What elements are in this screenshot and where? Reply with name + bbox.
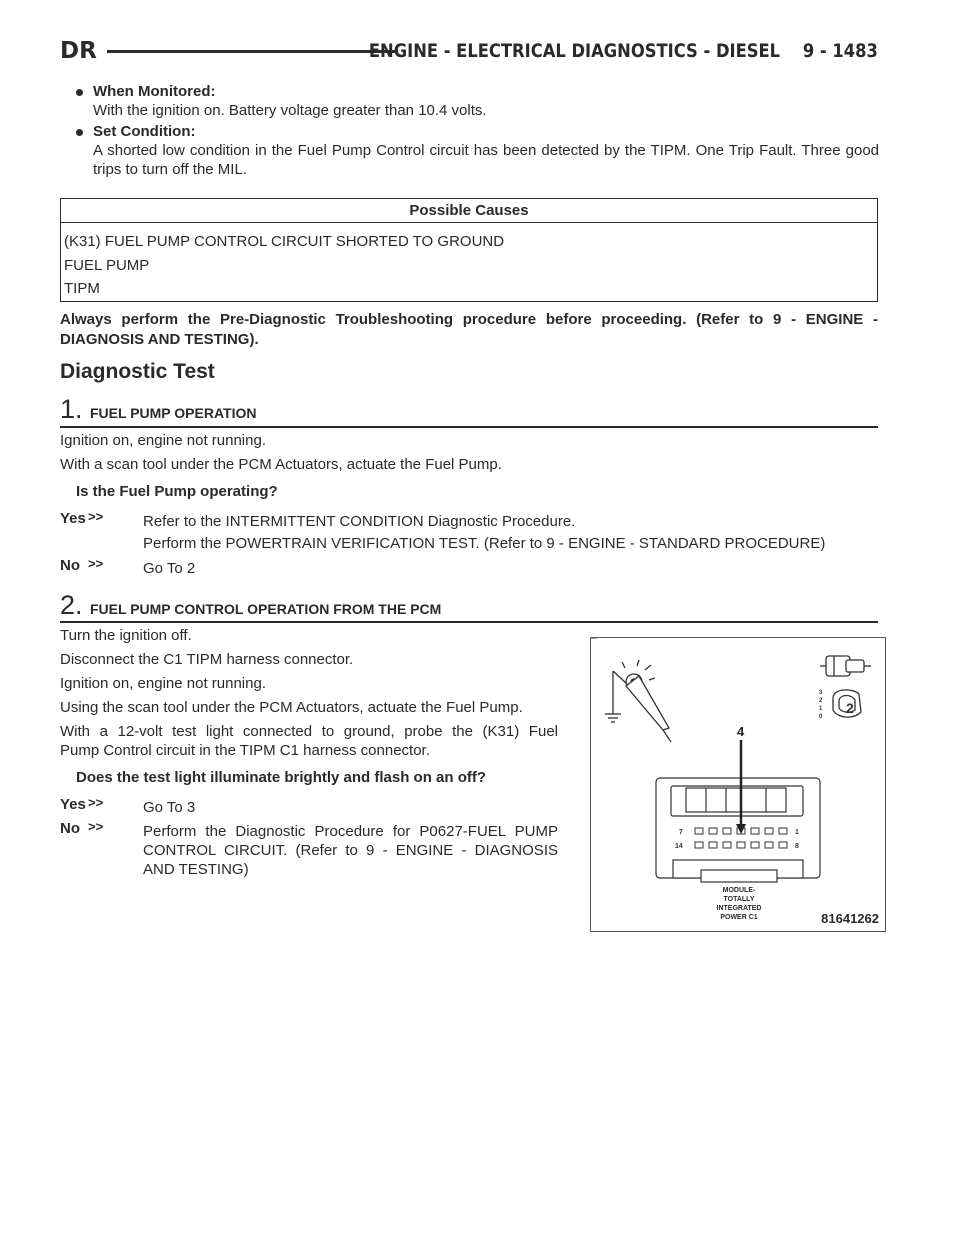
header-rule [107, 50, 398, 53]
step-instruction: Using the scan tool under the PCM Actuators, actuate the Fuel Pump. [60, 699, 523, 716]
cause-item: TIPM [64, 280, 100, 297]
answer-no-label: No [60, 820, 80, 837]
answer-arrow: >> [88, 795, 104, 810]
step-instruction: Turn the ignition off. [60, 627, 192, 644]
step-title: FUEL PUMP OPERATION [90, 405, 257, 421]
small-pin-label: 3 [819, 690, 823, 696]
connector-number: 2 [846, 700, 854, 716]
answer-yes-label: Yes [60, 796, 86, 813]
step-rule [60, 426, 878, 428]
test-light-icon [605, 660, 671, 742]
answer-yes-label: Yes [60, 510, 86, 527]
bullet-title: Set Condition: [93, 123, 196, 140]
step-instruction: Ignition on, engine not running. [60, 432, 266, 449]
small-pin-label: 1 [819, 706, 823, 712]
cause-item: FUEL PUMP [64, 257, 150, 274]
pin-label: 8 [795, 843, 799, 850]
pin-label: 1 [795, 829, 799, 836]
pin-label: 7 [679, 829, 683, 836]
bullet-text: A shorted low condition in the Fuel Pump Control circuit has been detected by the TIPM. One Trip Fault. Three good trips to turn off the MIL. [93, 142, 879, 178]
answer-text: Go To 3 [143, 799, 196, 816]
pin-label: 14 [675, 843, 683, 850]
header-manual-code: DR [60, 38, 97, 64]
step-instruction: With a 12-volt test light connected to ground, probe the (K31) Fuel [60, 723, 558, 740]
answer-text: CONTROL CIRCUIT. (Refer to 9 - ENGINE - DIAGNOSIS [143, 842, 558, 859]
cause-item: (K31) FUEL PUMP CONTROL CIRCUIT SHORTED TO GROUND [64, 233, 505, 250]
step-rule [60, 621, 878, 623]
answer-text: Perform the Diagnostic Procedure for P0627-FUEL PUMP [143, 823, 558, 840]
step-instruction: Pump Control circuit in the TIPM C1 harness connector. [60, 742, 430, 759]
bullet-dot-icon [76, 89, 83, 96]
connector-diagram-figure [590, 637, 886, 932]
bullet-title: When Monitored: [93, 83, 216, 100]
answer-text: Go To 2 [143, 560, 196, 577]
page-header [60, 38, 878, 68]
connector-pin-row-bottom [695, 842, 787, 848]
answer-text: Perform the POWERTRAIN VERIFICATION TEST. (Refer to 9 - ENGINE - STANDARD PROCEDURE) [143, 535, 826, 552]
bullet-set-condition [76, 122, 880, 182]
header-section-page: ENGINE - ELECTRICAL DIAGNOSTICS - DIESEL 9 - 1483 [369, 40, 878, 62]
small-pin-label: 0 [819, 714, 823, 720]
pre-diagnostic-note: Always perform the Pre-Diagnostic Troubleshooting procedure before proceeding. (Refer to 9 - ENGINE - DIAGNOSIS AND TESTING). [60, 311, 878, 348]
step-instruction: With a scan tool under the PCM Actuators, actuate the Fuel Pump. [60, 456, 502, 473]
possible-causes-heading: Possible Causes [61, 199, 877, 223]
step-number: 2. [60, 590, 83, 620]
answer-text: AND TESTING) [143, 861, 249, 878]
diagnostic-test-title: Diagnostic Test [60, 360, 215, 383]
step-title: FUEL PUMP CONTROL OPERATION FROM THE PCM [90, 601, 442, 617]
answer-arrow: >> [88, 509, 104, 524]
step-number: 1. [60, 394, 83, 424]
bullet-dot-icon [76, 129, 83, 136]
answer-text: Refer to the INTERMITTENT CONDITION Diagnostic Procedure. [143, 513, 576, 530]
pin-callout-number: 4 [737, 724, 745, 739]
answer-arrow: >> [88, 556, 104, 571]
step-question: Does the test light illuminate brightly and flash on an off? [76, 769, 487, 786]
bullet-text: With the ignition on. Battery voltage greater than 10.4 volts. [93, 102, 487, 119]
connector-side-icon [820, 656, 871, 676]
step-instruction: Ignition on, engine not running. [60, 675, 266, 692]
module-label: MODULE- TOTALLY INTEGRATED POWER C1 [716, 887, 762, 921]
possible-causes-table [60, 198, 878, 302]
figure-id: 81641262 [821, 911, 879, 926]
small-pin-label: 2 [819, 698, 823, 704]
answer-arrow: >> [88, 819, 104, 834]
step-question: Is the Fuel Pump operating? [76, 483, 278, 500]
answer-no-label: No [60, 557, 80, 574]
bullet-when-monitored [76, 82, 880, 122]
step-instruction: Disconnect the C1 TIPM harness connector. [60, 651, 354, 668]
